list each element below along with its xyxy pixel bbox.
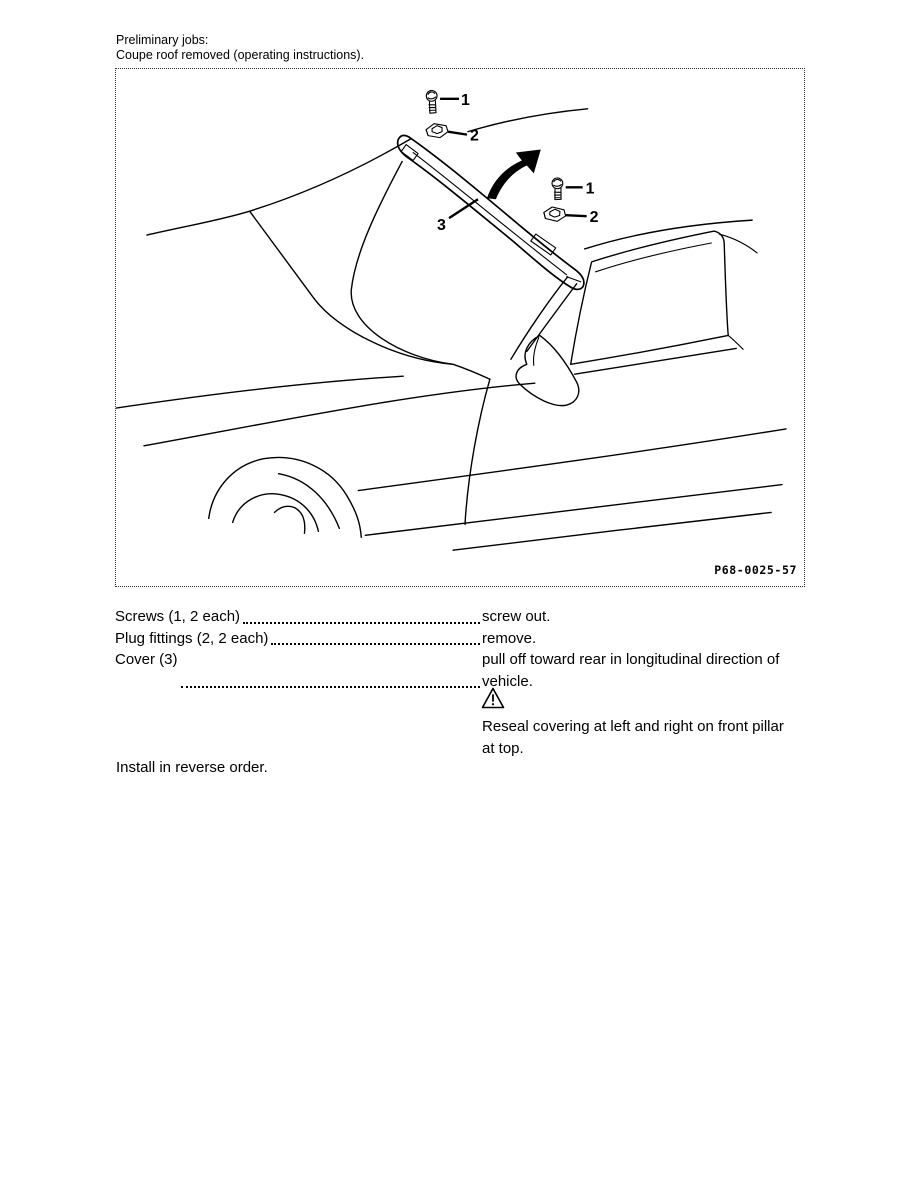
plug-fitting-icon-right [543,206,566,221]
procedure-item: Cover (3) [115,651,178,668]
procedure-action: pull off toward rear in longitudinal direction of vehicle. [482,651,780,690]
body-lines [116,376,786,550]
preliminary-line-2: Coupe roof removed (operating instructions). [116,48,365,62]
callout-label-2-top: 2 [469,127,479,145]
figure-code: P68-0025-57 [714,563,797,577]
dotted-leader [243,622,480,624]
procedure-row [115,606,792,628]
warning-triangle-icon [481,687,505,709]
side-window [571,220,757,374]
screw-icon-right [551,177,564,200]
callout-plug-right [566,209,599,226]
car-line-art [116,69,804,586]
callout-screw-right [566,180,595,197]
callout-plug-top [448,128,479,145]
callout-label-2-right: 2 [589,209,599,227]
callout-cover [437,199,478,234]
procedure-action: remove. [482,629,537,647]
figure-frame [115,68,805,587]
hood-and-windshield [147,109,588,379]
note-text: Reseal covering at left and right on front pillar at top. [482,718,784,757]
callout-label-1-top: 1 [460,91,470,109]
plug-fitting-icon-top [426,124,448,138]
procedure-row [115,649,792,692]
procedure-row [115,628,792,650]
preliminary-jobs [116,33,364,63]
callout-label-3: 3 [437,217,446,235]
procedure-list [115,606,792,692]
procedure-item: Screws (1, 2 each) [115,608,241,625]
preliminary-line-1: Preliminary jobs: [116,33,209,47]
procedure-action: screw out. [482,608,551,625]
procedure-item: Plug fittings (2, 2 each) [115,629,269,647]
removal-arrow [487,150,541,200]
dotted-leader [271,643,480,645]
wheel-arch [209,457,362,537]
side-mirror [516,335,579,405]
callout-label-1-right: 1 [585,180,595,198]
install-note: Install in reverse order. [116,759,268,776]
screw-icon-top [426,90,440,114]
callout-screw-top [440,92,470,109]
cover-strip [398,135,584,289]
dotted-leader [181,686,480,688]
